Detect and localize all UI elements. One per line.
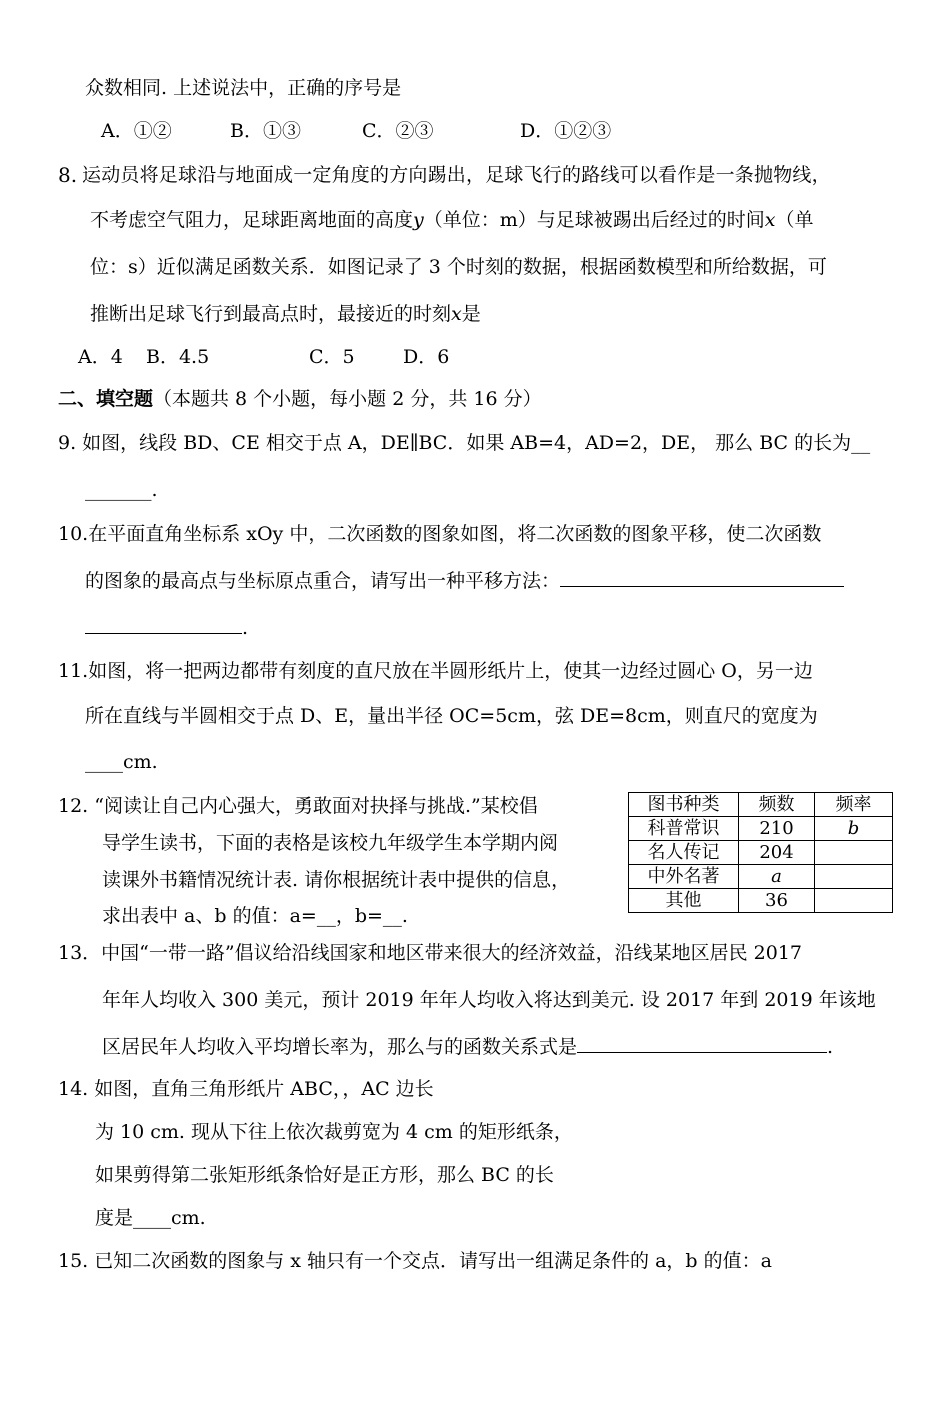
q10-line2 bbox=[85, 568, 844, 593]
q8-line4-a: 推断出足球飞行到最高点时，最接近的时刻 bbox=[90, 303, 452, 325]
q10-answer-blank[interactable] bbox=[560, 568, 844, 587]
table-cell: 204 bbox=[739, 841, 815, 865]
section2-note: （本题共 8 个小题，每小题 2 分，共 16 分） bbox=[153, 388, 542, 410]
q13-line3-text: 区居民年人均收入平均增长率为，那么与的函数关系式是 bbox=[102, 1036, 578, 1058]
q14-line3: 如果剪得第二张矩形纸条恰好是正方形，那么 BC 的长 bbox=[95, 1164, 554, 1186]
table-row bbox=[629, 865, 893, 889]
table-cell bbox=[815, 841, 893, 865]
q12-line4: 求出表中 a、b 的值：a=__，b=__. bbox=[102, 905, 408, 927]
q14-line2: 为 10 cm. 现从下往上依次裁剪宽为 4 cm 的矩形纸条， bbox=[95, 1121, 573, 1143]
table-row bbox=[629, 841, 893, 865]
q8-line2-b: （单位：m）与足球被踢出后经过的时间 bbox=[423, 209, 765, 231]
q10-line3 bbox=[85, 615, 248, 640]
q8-option-c: C．5 bbox=[309, 346, 355, 368]
section2-title: 二、填空题 bbox=[58, 388, 154, 410]
table-cell: a bbox=[739, 865, 815, 889]
q13-answer-blank[interactable] bbox=[577, 1034, 827, 1053]
q8-var-x2: x bbox=[451, 303, 462, 325]
q14-line1: 14. 如图，直角三角形纸片 ABC，，AC 边长 bbox=[58, 1078, 434, 1100]
q10-line1: 10.在平面直角坐标系 xOy 中，二次函数的图象如图，将二次函数的图象平移，使二次函数 bbox=[58, 523, 822, 545]
q8-option-d: D．6 bbox=[403, 346, 450, 368]
q8-line2-c: （单 bbox=[775, 209, 814, 231]
table-cell: 210 bbox=[739, 817, 815, 841]
table-header-cell: 频率 bbox=[815, 793, 893, 817]
q10-answer-blank-2[interactable] bbox=[85, 615, 242, 634]
q8-line3: 位：s）近似满足函数关系．如图记录了 3 个时刻的数据，根据函数模型和所给数据，可 bbox=[90, 256, 827, 278]
q7-tail: 众数相同. 上述说法中，正确的序号是 bbox=[85, 77, 402, 99]
q9-line1: 9. 如图，线段 BD、CE 相交于点 A，DE∥BC．如果 AB=4，AD=2，DE， 那么 BC 的长为__ bbox=[58, 432, 871, 454]
table-header-cell: 图书种类 bbox=[629, 793, 739, 817]
q11-line2: 所在直线与半圆相交于点 D、E，量出半径 OC=5cm，弦 DE=8cm，则直尺的宽度为 bbox=[85, 705, 818, 727]
q10-line2-text: 的图象的最高点与坐标原点重合，请写出一种平移方法： bbox=[85, 570, 561, 592]
q8-var-y: y bbox=[413, 209, 424, 231]
q14-line4: 度是____cm. bbox=[95, 1207, 206, 1229]
q8-number: 8. bbox=[58, 163, 78, 187]
q13-line2: 年年人均收入 300 美元，预计 2019 年年人均收入将达到美元. 设 2017 年到 2019 年该地 bbox=[102, 989, 876, 1011]
table-cell: 36 bbox=[739, 889, 815, 913]
table-cell: 名人传记 bbox=[629, 841, 739, 865]
table-cell: 其他 bbox=[629, 889, 739, 913]
table-cell: 科普常识 bbox=[629, 817, 739, 841]
q8-var-x: x bbox=[764, 209, 776, 231]
q12-line1: 12. “阅读让自己内心强大，勇敢面对抉择与挑战.”某校倡 bbox=[58, 795, 538, 817]
q12-line2: 导学生读书，下面的表格是该校九年级学生本学期内阅 bbox=[102, 832, 559, 854]
q10-line3-end: . bbox=[242, 617, 249, 639]
q7-option-c: C．②③ bbox=[362, 120, 434, 142]
q8-option-a: A．4 bbox=[78, 346, 123, 368]
q11-line1: 11.如图，将一把两边都带有刻度的直尺放在半圆形纸片上，使其一边经过圆心 O，另一边 bbox=[58, 660, 813, 682]
table-header-cell: 频数 bbox=[739, 793, 815, 817]
q12-line3: 读课外书籍情况统计表. 请你根据统计表中提供的信息， bbox=[102, 869, 571, 891]
table-cell bbox=[815, 865, 893, 889]
q8-line4 bbox=[90, 302, 481, 326]
table-row bbox=[629, 817, 893, 841]
q8-line2-a: 不考虑空气阻力，足球距离地面的高度 bbox=[90, 209, 414, 231]
table-cell: b bbox=[815, 817, 893, 841]
q13-line3 bbox=[102, 1034, 833, 1059]
q8-line4-b: 是 bbox=[461, 303, 481, 325]
q7-option-b: B．①③ bbox=[230, 120, 301, 142]
table-cell bbox=[815, 889, 893, 913]
table-header-row bbox=[629, 793, 893, 817]
q9-line2: _______. bbox=[85, 479, 158, 501]
q7-option-a: A．①② bbox=[101, 120, 172, 142]
section2-heading bbox=[58, 387, 542, 411]
q8-option-b: B．4.5 bbox=[146, 346, 210, 368]
table-row bbox=[629, 889, 893, 913]
q7-option-d: D．①②③ bbox=[520, 120, 612, 142]
q11-line3: ____cm. bbox=[85, 751, 158, 773]
q8-line2 bbox=[90, 208, 814, 232]
reading-stats-table bbox=[628, 792, 893, 913]
q13-line1: 13．中国“一带一路”倡议给沿线国家和地区带来很大的经济效益，沿线某地区居民 2017 bbox=[58, 942, 802, 964]
q8-line1: 运动员将足球沿与地面成一定角度的方向踢出，足球飞行的路线可以看作是一条抛物线， bbox=[82, 164, 831, 186]
q15-line1: 15. 已知二次函数的图象与 x 轴只有一个交点．请写出一组满足条件的 a，b 的值：a bbox=[58, 1250, 772, 1272]
q13-line3-end: . bbox=[827, 1036, 834, 1058]
table-cell: 中外名著 bbox=[629, 865, 739, 889]
